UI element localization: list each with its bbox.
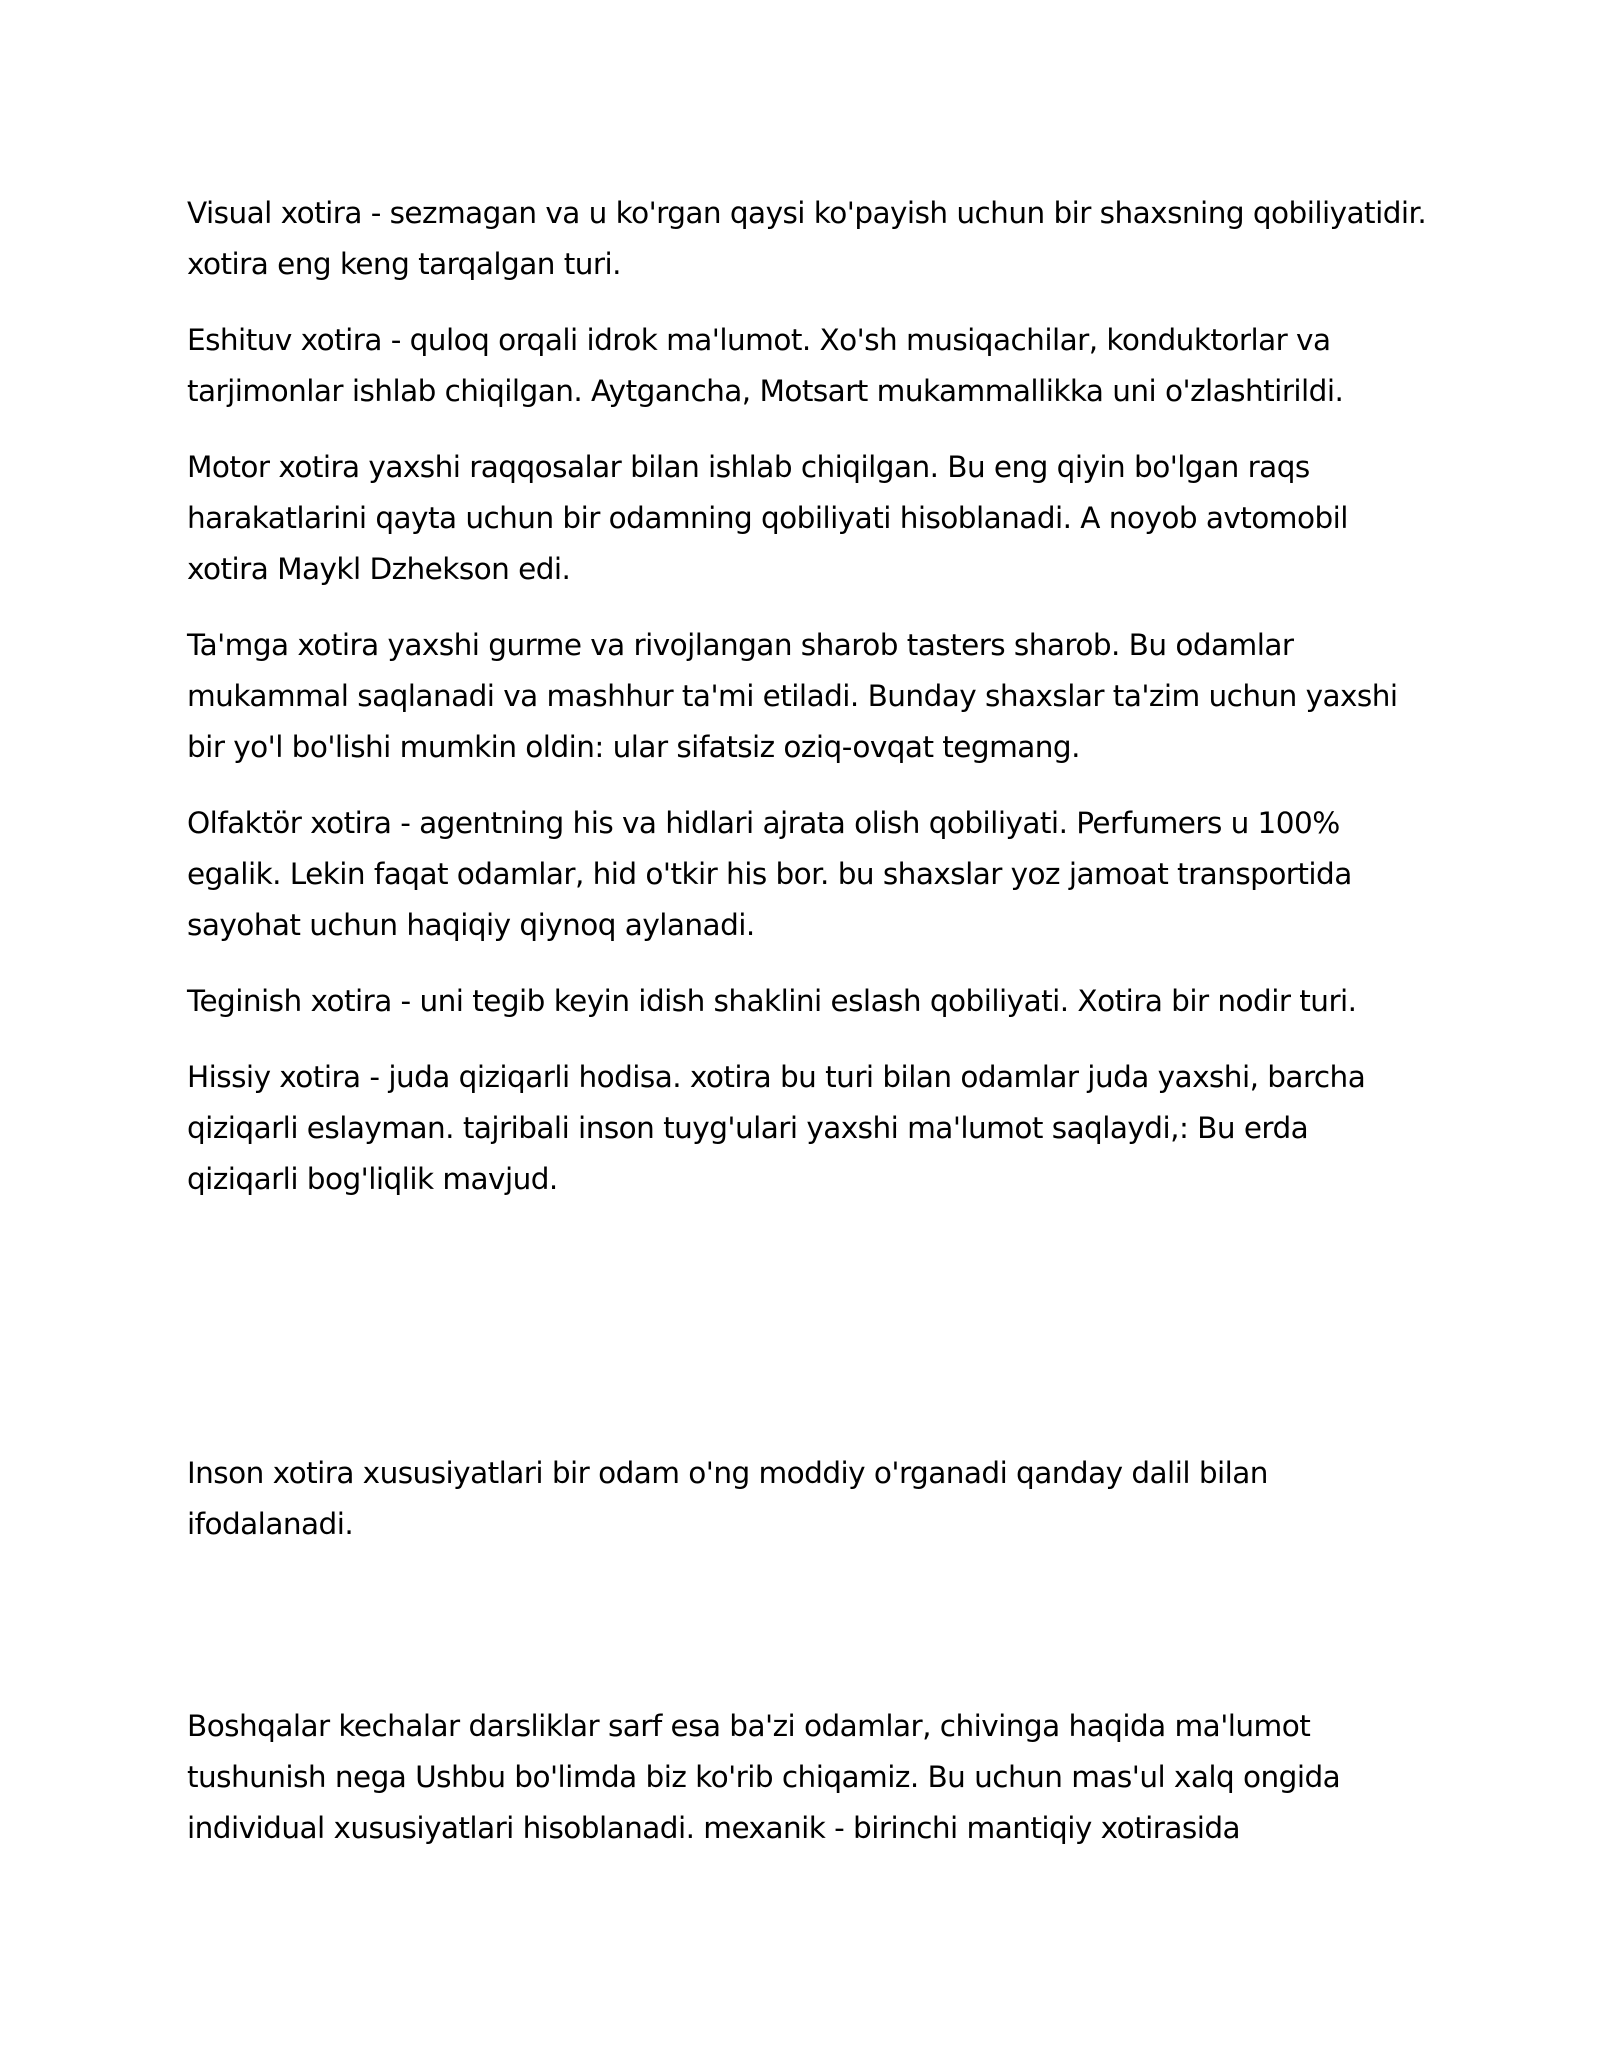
paragraph-olfactory-memory: Olfaktör xotira - agentning his va hidlari ajrata olish qobiliyati. Perfumers u 100% egalik. Lekin faqat odamlar, hid o'tkir his bor. bu shaxslar yoz jamoat transportida sayohat uchun haqiqiy qiynoq aylanadi. (187, 806, 1352, 942)
paragraph-tactile-memory: Teginish xotira - uni tegib keyin idish shaklini eslash qobiliyati. Xotira bir nodir turi. (187, 984, 1357, 1018)
paragraph-individual-features: Boshqalar kechalar darsliklar sarf esa ba'zi odamlar, chivinga haqida ma'lumot tushunish nega Ushbu bo'limda biz ko'rib chiqamiz. Bu uchun mas'ul xalq ongida individual xususiyatlari hisoblanadi. mexanik - birinchi mantiqiy xotirasida (187, 1709, 1341, 1845)
blank-space (187, 1230, 1427, 1448)
blank-space (187, 1575, 1427, 1701)
paragraph-motor-memory: Motor xotira yaxshi raqqosalar bilan ishlab chiqilgan. Bu eng qiyin bo'lgan raqs harakatlarini qayta uchun bir odamning qobiliyati hisoblanadi. A noyob avtomobil xotira Maykl Dzhekson edi. (187, 450, 1348, 586)
paragraph-emotional-memory: Hissiy xotira - juda qiziqarli hodisa. xotira bu turi bilan odamlar juda yaxshi, barcha qiziqarli eslayman. tajribali inson tuyg'ulari yaxshi ma'lumot saqlaydi,: Bu erda qiziqarli bog'liqlik mavjud. (187, 1060, 1366, 1196)
paragraph-taste-memory: Ta'mga xotira yaxshi gurme va rivojlangan sharob tasters sharob. Bu odamlar mukammal saqlanadi va mashhur ta'mi etiladi. Bunday shaxslar ta'zim uchun yaxshi bir yo'l bo'lishi mumkin oldin: ular sifatsiz oziq-ovqat tegmang. (187, 628, 1398, 764)
paragraph-memory-features: Inson xotira xususiyatlari bir odam o'ng moddiy o'rganadi qanday dalil bilan ifodalanadi. (187, 1456, 1268, 1541)
paragraph-visual-memory: Visual xotira - sezmagan va u ko'rgan qaysi ko'payish uchun bir shaxsning qobiliyatidir. xotira eng keng tarqalgan turi. (187, 196, 1427, 281)
paragraph-auditory-memory: Eshituv xotira - quloq orqali idrok ma'lumot. Xo'sh musiqachilar, konduktorlar va tarjimonlar ishlab chiqilgan. Aytgancha, Motsart mukammallikka uni o'zlashtirildi. (187, 323, 1344, 408)
document-body (187, 188, 1427, 1879)
